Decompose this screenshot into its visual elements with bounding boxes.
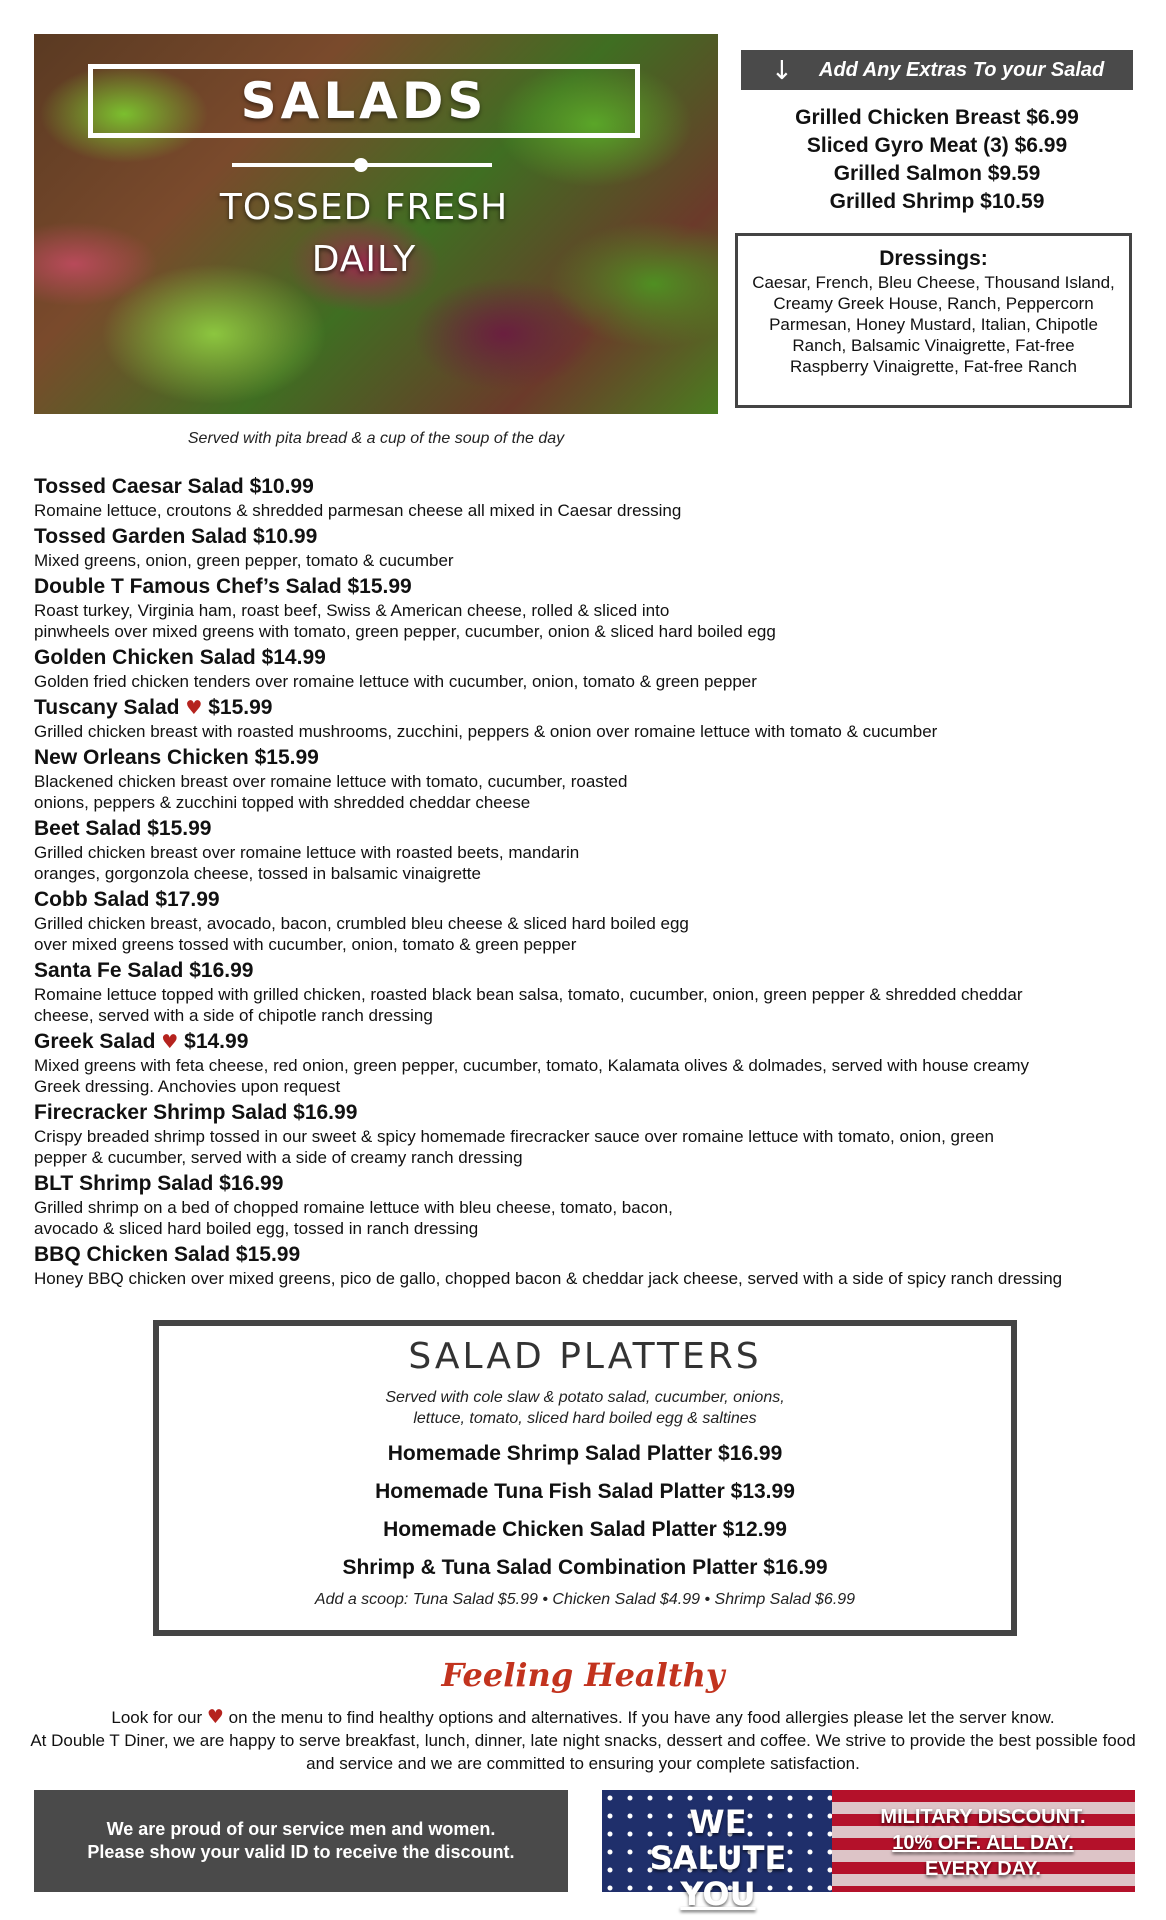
hero-title: SALADS bbox=[240, 72, 488, 130]
military-line-3: EVERY DAY. bbox=[925, 1858, 1041, 1880]
salad-name-row bbox=[34, 887, 1144, 913]
served-note: Served with pita bread & a cup of the soup of the day bbox=[187, 430, 565, 447]
hero-subtitle-line-1: TOSSED FRESH bbox=[219, 187, 509, 228]
salad-price: $17.99 bbox=[155, 888, 220, 911]
salad-price: $10.99 bbox=[253, 525, 318, 548]
salad-item bbox=[34, 887, 1144, 955]
salad-list bbox=[34, 474, 1144, 1292]
heart-icon: ♥ bbox=[206, 1706, 224, 1728]
extras-item: Sliced Gyro Meat (3) $6.99 bbox=[806, 134, 1068, 157]
salad-name-row bbox=[34, 958, 1144, 984]
salute-line-2: YOU bbox=[680, 1875, 756, 1913]
military-discount-text bbox=[838, 1804, 1128, 1882]
salad-name: New Orleans Chicken bbox=[34, 746, 249, 769]
salad-price: $15.99 bbox=[235, 1243, 301, 1266]
salad-name: Cobb Salad bbox=[34, 888, 156, 911]
salad-description: Romaine lettuce topped with grilled chicken, roasted black bean salsa, tomato, cucumber, onion, green pepper & shredded cheddar cheese, served with a side of chipotle ranch dressing bbox=[34, 985, 1023, 1025]
down-arrow-icon: ↓ bbox=[771, 56, 793, 86]
salad-price: $14.99 bbox=[261, 646, 326, 669]
salad-name-row bbox=[34, 645, 1144, 671]
salad-platters-box bbox=[153, 1320, 1017, 1636]
salad-name: Golden Chicken Salad bbox=[34, 646, 256, 669]
military-line-1: MILITARY DISCOUNT. bbox=[880, 1806, 1086, 1828]
salad-item bbox=[34, 958, 1144, 1026]
salad-name: Firecracker Shrimp Salad bbox=[34, 1101, 288, 1124]
heart-icon: ♥ bbox=[161, 1031, 179, 1053]
hero-divider-dot bbox=[354, 158, 368, 172]
salad-name: Tossed Garden Salad bbox=[34, 525, 248, 548]
feeling-healthy-title: Feeling Healthy bbox=[441, 1656, 725, 1694]
salad-name: BBQ Chicken Salad bbox=[34, 1243, 231, 1266]
platter-item: Homemade Chicken Salad Platter $12.99 bbox=[383, 1518, 787, 1541]
platter-item: Homemade Tuna Fish Salad Platter $13.99 bbox=[375, 1480, 795, 1503]
platter-item: Shrimp & Tuna Salad Combination Platter $16.99 bbox=[342, 1556, 828, 1579]
platters-scoop-note: Add a scoop: Tuna Salad $5.99 • Chicken Salad $4.99 • Shrimp Salad $6.99 bbox=[314, 1591, 856, 1608]
extras-header-bar bbox=[741, 50, 1133, 90]
extras-item: Grilled Salmon $9.59 bbox=[833, 162, 1041, 185]
salad-name: BLT Shrimp Salad bbox=[34, 1172, 214, 1195]
military-line-2: 10% OFF. ALL DAY. bbox=[892, 1832, 1074, 1854]
extras-item: Grilled Shrimp $10.59 bbox=[829, 190, 1045, 213]
salad-name-row bbox=[34, 745, 1144, 771]
salad-item bbox=[34, 816, 1144, 884]
salad-name-row bbox=[34, 1029, 1144, 1055]
salad-description: Grilled chicken breast, avocado, bacon, crumbled bleu cheese & sliced hard boiled egg over mixed greens tossed with cucumber, onion, tomato & green pepper bbox=[34, 914, 689, 954]
hero-title-frame bbox=[88, 64, 640, 138]
dressings-list: Caesar, French, Bleu Cheese, Thousand Island, Creamy Greek House, Ranch, Peppercorn Parmesan, Honey Mustard, Italian, Chipotle Ranch, Balsamic Vinaigrette, Fat-free Raspberry Vinaigrette, Fat-free Ranch bbox=[752, 273, 1115, 376]
platters-note bbox=[159, 1387, 1011, 1429]
salad-price: $15.99 bbox=[208, 696, 273, 719]
salad-description: Golden fried chicken tenders over romaine lettuce with cucumber, onion, tomato & green pepper bbox=[34, 672, 757, 691]
military-discount-banner bbox=[602, 1790, 1135, 1913]
salad-description: Romaine lettuce, croutons & shredded parmesan cheese all mixed in Caesar dressing bbox=[34, 501, 682, 520]
hero-subtitle-line-2: DAILY bbox=[311, 239, 417, 280]
salad-name-row bbox=[34, 574, 1144, 600]
salad-price: $10.99 bbox=[249, 475, 314, 498]
salad-price: $15.99 bbox=[347, 575, 412, 598]
we-salute-you bbox=[628, 1804, 808, 1912]
salad-name: Double T Famous Chef’s Salad bbox=[34, 575, 342, 598]
salad-name: Beet Salad bbox=[34, 817, 142, 840]
healthy-line-1-before: Look for our bbox=[111, 1708, 203, 1727]
healthy-line-2: At Double T Diner, we are happy to serve breakfast, lunch, dinner, late night snacks, dessert and coffee. We strive to provide the best possible food and service and we are committed to ensuring your complete satisfaction. bbox=[30, 1731, 1136, 1773]
salad-description: Roast turkey, Virginia ham, roast beef, Swiss & American cheese, rolled & sliced into pinwheels over mixed greens with tomato, green pepper, cucumber, onion & sliced hard boiled egg bbox=[34, 601, 776, 641]
salad-item bbox=[34, 1029, 1144, 1097]
salad-description: Mixed greens with feta cheese, red onion, green pepper, cucumber, tomato, Kalamata olives & dolmades, served with house creamy Greek dressing. Anchovies upon request bbox=[34, 1056, 1030, 1096]
salad-description: Blackened chicken breast over romaine lettuce with tomato, cucumber, roasted onions, peppers & zucchini topped with shredded cheddar cheese bbox=[34, 772, 628, 812]
salad-description: Grilled chicken breast over romaine lettuce with roasted beets, mandarin oranges, gorgonzola cheese, tossed in balsamic vinaigrette bbox=[34, 843, 580, 883]
salad-description: Honey BBQ chicken over mixed greens, pico de gallo, chopped bacon & cheddar jack cheese, served with a side of spicy ranch dressing bbox=[34, 1269, 1063, 1288]
salad-name: Greek Salad bbox=[34, 1030, 156, 1053]
salad-description: Grilled shrimp on a bed of chopped romaine lettuce with bleu cheese, tomato, bacon, avocado & sliced hard boiled egg, tossed in ranch dressing bbox=[34, 1198, 673, 1238]
extras-item: Grilled Chicken Breast $6.99 bbox=[795, 106, 1079, 129]
extras-list bbox=[741, 104, 1133, 216]
salad-name: Tossed Caesar Salad bbox=[34, 475, 244, 498]
healthy-line-1-after: on the menu to find healthy options and alternatives. If you have any food allergies please let the server know. bbox=[228, 1708, 1055, 1727]
platters-title: SALAD PLATTERS bbox=[408, 1336, 762, 1377]
salute-line-1: WE SALUTE bbox=[649, 1803, 787, 1877]
salad-price: $16.99 bbox=[219, 1172, 284, 1195]
salad-item bbox=[34, 745, 1144, 813]
salad-price: $15.99 bbox=[147, 817, 212, 840]
platters-note-line-1: Served with cole slaw & potato salad, cucumber, onions, bbox=[385, 1389, 785, 1406]
salad-item bbox=[34, 1171, 1144, 1239]
salad-price: $14.99 bbox=[184, 1030, 249, 1053]
salad-name-row bbox=[34, 524, 1144, 550]
salad-item bbox=[34, 524, 1144, 571]
salad-item bbox=[34, 1242, 1144, 1289]
extras-title: Add Any Extras To your Salad bbox=[819, 59, 1105, 81]
salad-description: Mixed greens, onion, green pepper, tomato & cucumber bbox=[34, 551, 454, 570]
service-members-banner bbox=[34, 1790, 568, 1892]
platter-item: Homemade Shrimp Salad Platter $16.99 bbox=[387, 1442, 783, 1465]
dressings-box bbox=[735, 233, 1132, 408]
salad-item bbox=[34, 695, 1144, 742]
heart-icon: ♥ bbox=[185, 697, 203, 719]
feeling-healthy-text bbox=[30, 1706, 1136, 1775]
salad-name-row bbox=[34, 474, 1144, 500]
salad-item bbox=[34, 645, 1144, 692]
salad-item bbox=[34, 1100, 1144, 1168]
salad-description: Crispy breaded shrimp tossed in our sweet & spicy homemade firecracker sauce over romaine lettuce with tomato, onion, green pepper & cucumber, served with a side of creamy ranch dressing bbox=[34, 1127, 995, 1167]
salad-name-row bbox=[34, 1242, 1144, 1268]
salad-price: $16.99 bbox=[189, 959, 254, 982]
salad-item bbox=[34, 474, 1144, 521]
salad-price: $16.99 bbox=[293, 1101, 358, 1124]
salad-hero-image bbox=[34, 34, 718, 414]
salad-price: $15.99 bbox=[254, 746, 319, 769]
proud-line-1: We are proud of our service men and women. bbox=[106, 1819, 496, 1839]
platters-note-line-2: lettuce, tomato, sliced hard boiled egg & saltines bbox=[413, 1410, 757, 1427]
salad-description: Grilled chicken breast with roasted mushrooms, zucchini, peppers & onion over romaine lettuce with tomato & cucumber bbox=[34, 722, 938, 741]
salad-item bbox=[34, 574, 1144, 642]
salad-name-row bbox=[34, 695, 1144, 721]
dressings-title: Dressings: bbox=[879, 247, 988, 270]
salad-name: Tuscany Salad bbox=[34, 696, 180, 719]
hero-subtitle bbox=[184, 182, 544, 286]
proud-line-2: Please show your valid ID to receive the discount. bbox=[87, 1842, 515, 1862]
salad-name-row bbox=[34, 816, 1144, 842]
salad-name-row bbox=[34, 1171, 1144, 1197]
salad-name: Santa Fe Salad bbox=[34, 959, 184, 982]
healthy-line-1 bbox=[30, 1706, 1136, 1729]
salad-name-row bbox=[34, 1100, 1144, 1126]
